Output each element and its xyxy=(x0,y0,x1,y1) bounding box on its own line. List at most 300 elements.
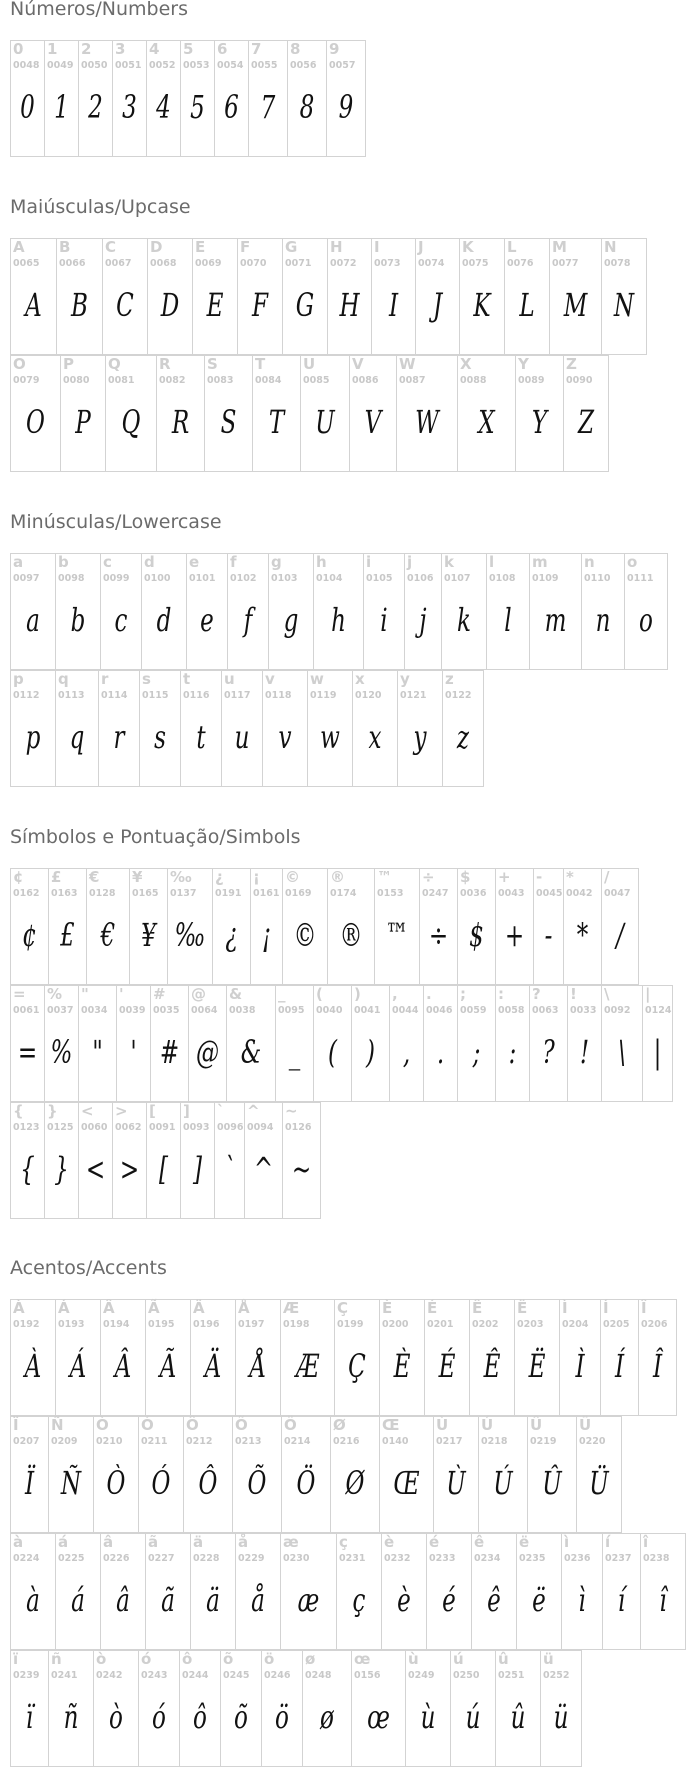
glyph-cell xyxy=(327,238,372,355)
glyph-sample: à xyxy=(26,1581,40,1619)
glyph-code: 0244 xyxy=(182,1670,209,1681)
glyph-cell xyxy=(396,355,458,472)
glyph-code: 0194 xyxy=(103,1319,130,1330)
glyph-sample: ÷ xyxy=(428,916,449,954)
glyph-label: ï xyxy=(13,1650,19,1668)
glyph-label: ( xyxy=(316,985,323,1003)
glyph-cell xyxy=(10,40,45,157)
glyph-cell xyxy=(563,868,602,985)
glyph-sample: S xyxy=(220,403,237,441)
glyph-label: a xyxy=(13,553,24,571)
glyph-cell xyxy=(529,553,582,670)
glyph-code: 0198 xyxy=(283,1319,310,1330)
glyph-code: 0039 xyxy=(119,1005,146,1016)
glyph-cell xyxy=(146,40,181,157)
glyph-code: 0088 xyxy=(460,375,487,386)
glyph-cell xyxy=(469,1299,515,1416)
glyph-cell xyxy=(601,238,647,355)
glyph-label: r xyxy=(101,670,109,688)
glyph-cell xyxy=(351,1650,406,1767)
glyph-sample: ï xyxy=(25,1698,34,1736)
glyph-sample: R xyxy=(171,403,190,441)
glyph-code: 0075 xyxy=(462,258,489,269)
glyph-label: v xyxy=(265,670,275,688)
glyph-code: 0049 xyxy=(47,60,74,71)
glyph-label: ! xyxy=(570,985,577,1003)
glyph-sample: 8 xyxy=(299,88,315,126)
glyph-sample: € xyxy=(100,916,116,954)
glyph-cell xyxy=(129,868,168,985)
glyph-row xyxy=(10,355,608,472)
glyph-sample: Â xyxy=(114,1347,132,1385)
glyph-cell xyxy=(282,868,328,985)
glyph-code: 0115 xyxy=(142,690,169,701)
glyph-sample: ) xyxy=(366,1033,375,1071)
glyph-cell xyxy=(100,1299,146,1416)
glyph-code: 0051 xyxy=(115,60,142,71)
glyph-label: e xyxy=(189,553,200,571)
glyph-cell xyxy=(600,1299,639,1416)
glyph-code: 0061 xyxy=(13,1005,40,1016)
glyph-sample: w xyxy=(320,718,340,756)
glyph-label: h xyxy=(316,553,327,571)
glyph-label: ú xyxy=(453,1650,464,1668)
glyph-label: 0 xyxy=(13,40,24,58)
glyph-code: 0202 xyxy=(472,1319,499,1330)
glyph-sample: n xyxy=(595,601,611,639)
glyph-code: 0037 xyxy=(47,1005,74,1016)
glyph-cell xyxy=(116,985,151,1102)
glyph-code: 0087 xyxy=(399,375,426,386)
glyph-cell xyxy=(561,1533,603,1650)
glyph-sample: k xyxy=(457,601,471,639)
glyph-sample: ‰ xyxy=(174,916,206,954)
glyph-sample: £ xyxy=(60,916,75,954)
glyph-sample: ] xyxy=(193,1150,202,1188)
glyph-label: 4 xyxy=(149,40,160,58)
glyph-cell xyxy=(280,1299,335,1416)
glyph-cell xyxy=(180,40,215,157)
glyph-cell xyxy=(381,1533,427,1650)
glyph-label: 7 xyxy=(251,40,262,58)
glyph-sample: © xyxy=(293,916,317,954)
glyph-cell xyxy=(100,1533,146,1650)
glyph-label: t xyxy=(183,670,191,688)
glyph-sample: ? xyxy=(542,1033,555,1071)
glyph-label: Ò xyxy=(96,1416,109,1434)
glyph-sample: Ê xyxy=(483,1347,501,1385)
glyph-label: Œ xyxy=(382,1416,400,1434)
glyph-label: N xyxy=(604,238,617,256)
glyph-row xyxy=(10,985,672,1102)
glyph-cell xyxy=(280,1533,337,1650)
glyph-cell xyxy=(495,1650,541,1767)
glyph-cell xyxy=(313,985,352,1102)
glyph-cell xyxy=(237,238,283,355)
glyph-label: á xyxy=(58,1533,69,1551)
glyph-code: 0091 xyxy=(149,1122,176,1133)
glyph-sample: ™ xyxy=(385,916,409,954)
glyph-sample: â xyxy=(116,1581,130,1619)
glyph-cell xyxy=(146,1102,181,1219)
glyph-label: À xyxy=(13,1299,25,1317)
glyph-sample: M xyxy=(563,286,588,324)
glyph-row xyxy=(10,1533,685,1650)
glyph-cell xyxy=(244,1102,283,1219)
glyph-cell xyxy=(98,670,140,787)
glyph-label: G xyxy=(285,238,298,256)
glyph-code: 0118 xyxy=(265,690,292,701)
glyph-cell xyxy=(302,1650,352,1767)
glyph-code: 0126 xyxy=(285,1122,312,1133)
glyph-code: 0124 xyxy=(645,1005,672,1016)
glyph-cell xyxy=(450,1650,496,1767)
glyph-cell xyxy=(624,553,668,670)
glyph-label: â xyxy=(103,1533,114,1551)
glyph-label: î xyxy=(643,1533,649,1551)
glyph-sample: ` xyxy=(223,1150,236,1188)
glyph-label: Ô xyxy=(186,1416,199,1434)
glyph-cell xyxy=(576,1416,622,1533)
glyph-code: 0073 xyxy=(374,258,401,269)
glyph-sample: f xyxy=(243,601,253,639)
glyph-cell xyxy=(363,553,405,670)
glyph-cell xyxy=(326,40,366,157)
glyph-cell xyxy=(426,1533,472,1650)
glyph-cell xyxy=(478,1416,528,1533)
glyph-cell xyxy=(268,553,314,670)
glyph-sample: ò xyxy=(109,1698,123,1736)
glyph-code: 0238 xyxy=(643,1553,670,1564)
glyph-label: £ xyxy=(51,868,62,886)
glyph-sample: T xyxy=(268,403,285,441)
glyph-sample: | xyxy=(653,1033,662,1071)
glyph-cell xyxy=(640,1533,686,1650)
glyph-code: 0116 xyxy=(183,690,210,701)
glyph-code: 0057 xyxy=(329,60,356,71)
glyph-sample: É xyxy=(438,1347,456,1385)
glyph-cell xyxy=(227,553,269,670)
glyph-sample: æ xyxy=(297,1581,320,1619)
glyph-cell xyxy=(405,1650,451,1767)
glyph-code: 0077 xyxy=(552,258,579,269)
glyph-code: 0040 xyxy=(316,1005,343,1016)
glyph-label: ¢ xyxy=(13,868,24,886)
glyph-cell xyxy=(186,553,228,670)
glyph-code: 0048 xyxy=(13,60,40,71)
glyph-sample: g xyxy=(283,601,299,639)
glyph-cell xyxy=(10,355,61,472)
glyph-cell xyxy=(55,670,99,787)
glyph-sample: J xyxy=(432,286,443,324)
glyph-label: Í xyxy=(603,1299,609,1317)
glyph-cell xyxy=(275,985,314,1102)
glyph-cell xyxy=(529,985,568,1102)
glyph-code: 0162 xyxy=(13,888,40,899)
glyph-sample: 3 xyxy=(122,88,137,126)
glyph-row xyxy=(10,1102,320,1219)
glyph-label: Ï xyxy=(13,1416,19,1434)
glyph-cell xyxy=(352,670,398,787)
glyph-cell xyxy=(138,1650,180,1767)
glyph-label: ] xyxy=(183,1102,190,1120)
glyph-label: Ñ xyxy=(51,1416,64,1434)
glyph-code: 0191 xyxy=(215,888,242,899)
glyph-label: à xyxy=(13,1533,24,1551)
glyph-cell xyxy=(495,868,534,985)
glyph-code: 0239 xyxy=(13,1670,40,1681)
glyph-code: 0213 xyxy=(235,1436,262,1447)
glyph-code: 0083 xyxy=(207,375,234,386)
glyph-cell xyxy=(334,1299,380,1416)
glyph-code: 0080 xyxy=(63,375,90,386)
glyph-cell xyxy=(423,985,458,1102)
glyph-label: ì xyxy=(564,1533,570,1551)
glyph-cell xyxy=(105,355,157,472)
glyph-code: 0100 xyxy=(144,573,171,584)
glyph-sample: . xyxy=(436,1033,445,1071)
glyph-code: 0076 xyxy=(507,258,534,269)
glyph-cell xyxy=(261,1650,303,1767)
glyph-code: 0165 xyxy=(132,888,159,899)
glyph-code: 0120 xyxy=(355,690,382,701)
glyph-sample: ¢ xyxy=(22,916,37,954)
glyph-label: / xyxy=(604,868,610,886)
glyph-sample: ¥ xyxy=(141,916,156,954)
glyph-label: [ xyxy=(149,1102,156,1120)
glyph-code: 0102 xyxy=(230,573,257,584)
glyph-sample: h xyxy=(331,601,346,639)
glyph-row xyxy=(10,1416,621,1533)
glyph-label: # xyxy=(153,985,166,1003)
glyph-sample: Ó xyxy=(151,1464,171,1502)
glyph-code: 0249 xyxy=(408,1670,435,1681)
glyph-cell xyxy=(188,985,227,1102)
glyph-code: 0236 xyxy=(564,1553,591,1564)
glyph-label: x xyxy=(355,670,365,688)
glyph-cell xyxy=(145,1533,191,1650)
glyph-code: 0063 xyxy=(532,1005,559,1016)
glyph-label: û xyxy=(498,1650,509,1668)
glyph-cell xyxy=(389,985,424,1102)
glyph-cell xyxy=(180,670,222,787)
glyph-cell xyxy=(235,1533,281,1650)
glyph-label: M xyxy=(552,238,567,256)
glyph-sample: v xyxy=(278,718,292,756)
glyph-cell xyxy=(93,1416,139,1533)
glyph-code: 0203 xyxy=(517,1319,544,1330)
glyph-code: 0243 xyxy=(141,1670,168,1681)
glyph-code: 0085 xyxy=(303,375,330,386)
glyph-label: Î xyxy=(641,1299,647,1317)
glyph-code: 0137 xyxy=(170,888,197,899)
glyph-code: 0042 xyxy=(566,888,593,899)
glyph-cell xyxy=(602,1533,641,1650)
glyph-sample: A xyxy=(25,286,42,324)
glyph-sample: N xyxy=(613,286,635,324)
glyph-sample: i xyxy=(380,601,388,639)
glyph-label: 1 xyxy=(47,40,58,58)
glyph-label: © xyxy=(285,868,300,886)
glyph-sample: Õ xyxy=(247,1464,267,1502)
glyph-code: 0117 xyxy=(224,690,251,701)
glyph-row xyxy=(10,553,667,670)
glyph-sample: î xyxy=(659,1581,667,1619)
glyph-sample: / xyxy=(616,916,624,954)
glyph-cell xyxy=(457,355,516,472)
glyph-code: 0163 xyxy=(51,888,78,899)
glyph-label: È xyxy=(382,1299,393,1317)
glyph-cell xyxy=(515,355,564,472)
glyph-sample: 2 xyxy=(88,88,103,126)
glyph-code: 0053 xyxy=(183,60,210,71)
glyph-code: 0252 xyxy=(543,1670,570,1681)
glyph-label: - xyxy=(536,868,543,886)
glyph-cell xyxy=(540,1650,582,1767)
glyph-sample: G xyxy=(295,286,315,324)
glyph-cell xyxy=(214,40,249,157)
glyph-sample: > xyxy=(119,1150,140,1188)
glyph-cell xyxy=(78,985,117,1102)
glyph-label: V xyxy=(352,355,364,373)
glyph-code: 0123 xyxy=(13,1122,40,1133)
glyph-cell xyxy=(156,355,205,472)
glyph-cell xyxy=(78,1102,113,1219)
glyph-cell xyxy=(183,1416,233,1533)
glyph-label: { xyxy=(13,1102,24,1120)
glyph-label: s xyxy=(142,670,151,688)
glyph-cell xyxy=(307,670,353,787)
glyph-sample: Í xyxy=(614,1347,625,1385)
glyph-label: € xyxy=(89,868,100,886)
glyph-cell xyxy=(442,670,484,787)
glyph-sample: * xyxy=(576,916,589,954)
glyph-code: 0218 xyxy=(481,1436,508,1447)
glyph-label: u xyxy=(224,670,235,688)
glyph-label: õ xyxy=(223,1650,234,1668)
glyph-sample: À xyxy=(24,1347,42,1385)
glyph-label: T xyxy=(255,355,266,373)
glyph-row xyxy=(10,1299,676,1416)
glyph-label: ¿ xyxy=(215,868,224,886)
glyph-code: 0174 xyxy=(330,888,357,899)
glyph-label: ù xyxy=(408,1650,419,1668)
glyph-code: 0050 xyxy=(81,60,108,71)
glyph-cell xyxy=(235,1299,281,1416)
glyph-label: y xyxy=(400,670,410,688)
glyph-cell xyxy=(282,238,328,355)
glyph-code: 0209 xyxy=(51,1436,78,1447)
glyph-sample: õ xyxy=(234,1698,248,1736)
glyph-code: 0041 xyxy=(354,1005,381,1016)
glyph-code: 0038 xyxy=(229,1005,256,1016)
glyph-label: ‰ xyxy=(170,868,192,886)
glyph-label: | xyxy=(645,985,651,1003)
glyph-cell xyxy=(349,355,397,472)
glyph-code: 0216 xyxy=(333,1436,360,1447)
glyph-code: 0193 xyxy=(58,1319,85,1330)
glyph-cell xyxy=(327,868,375,985)
glyph-label: 9 xyxy=(329,40,340,58)
glyph-label: q xyxy=(58,670,69,688)
glyph-sample: l xyxy=(504,601,512,639)
glyph-label: Ë xyxy=(517,1299,528,1317)
glyph-label: z xyxy=(445,670,454,688)
glyph-cell xyxy=(55,553,101,670)
glyph-label: = xyxy=(13,985,26,1003)
glyph-code: 0104 xyxy=(316,573,343,584)
glyph-label: ^ xyxy=(247,1102,260,1120)
glyph-label: Û xyxy=(530,1416,543,1434)
glyph-label: ? xyxy=(532,985,541,1003)
glyph-label: Y xyxy=(518,355,529,373)
glyph-cell xyxy=(192,238,238,355)
glyph-cell xyxy=(248,40,288,157)
glyph-cell xyxy=(371,238,416,355)
glyph-label: % xyxy=(47,985,63,1003)
glyph-sample: ú xyxy=(465,1698,481,1736)
glyph-cell xyxy=(486,553,530,670)
glyph-code: 0044 xyxy=(392,1005,419,1016)
glyph-sample: ¡ xyxy=(261,916,272,954)
glyph-sample: F xyxy=(252,286,268,324)
glyph-code: 0241 xyxy=(51,1670,78,1681)
glyph-sample: ! xyxy=(579,1033,590,1071)
glyph-code: 0232 xyxy=(384,1553,411,1564)
glyph-cell xyxy=(549,238,602,355)
glyph-code: 0224 xyxy=(13,1553,40,1564)
glyph-code: 0114 xyxy=(101,690,128,701)
glyph-label: ò xyxy=(96,1650,107,1668)
glyph-sample: U xyxy=(315,403,335,441)
glyph-label: Ì xyxy=(562,1299,568,1317)
glyph-sample: I xyxy=(388,286,399,324)
glyph-cell xyxy=(214,1102,245,1219)
glyph-sample: < xyxy=(85,1150,106,1188)
glyph-code: 0093 xyxy=(183,1122,210,1133)
glyph-cell xyxy=(10,985,45,1102)
glyph-cell xyxy=(282,1102,321,1219)
glyph-label: è xyxy=(384,1533,395,1551)
glyph-cell xyxy=(44,1102,79,1219)
section-title: Símbolos e Pontuação/Simbols xyxy=(10,826,301,848)
glyph-code: 0089 xyxy=(518,375,545,386)
glyph-code: 0095 xyxy=(278,1005,305,1016)
glyph-sample: ' xyxy=(130,1033,137,1071)
glyph-cell xyxy=(10,868,49,985)
glyph-code: 0237 xyxy=(605,1553,632,1564)
glyph-cell xyxy=(141,553,187,670)
glyph-code: 0045 xyxy=(536,888,563,899)
glyph-code: 0056 xyxy=(290,60,317,71)
glyph-label: ¡ xyxy=(253,868,260,886)
glyph-sample: c xyxy=(114,601,128,639)
glyph-cell xyxy=(100,553,142,670)
glyph-sample: é xyxy=(442,1581,456,1619)
glyph-code: 0097 xyxy=(13,573,40,584)
glyph-label: ¥ xyxy=(132,868,143,886)
glyph-cell xyxy=(226,985,276,1102)
glyph-code: 0043 xyxy=(498,888,525,899)
glyph-code: 0201 xyxy=(427,1319,454,1330)
glyph-label: + xyxy=(498,868,511,886)
glyph-label: ä xyxy=(193,1533,204,1551)
glyph-label: ê xyxy=(474,1533,485,1551)
glyph-label: ó xyxy=(141,1650,152,1668)
glyph-cell xyxy=(112,1102,147,1219)
glyph-sample: ø xyxy=(320,1698,334,1736)
glyph-code: 0112 xyxy=(13,690,40,701)
